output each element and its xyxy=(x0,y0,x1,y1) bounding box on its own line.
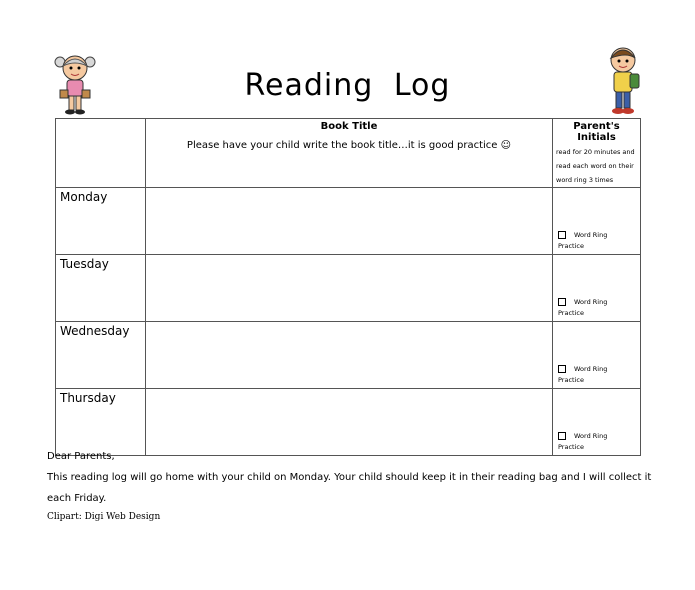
word-ring-checkbox[interactable] xyxy=(558,365,566,373)
letter-line: This reading log will go home with your child on Monday. Your child should keep it in their reading bag and I will collect it xyxy=(47,472,652,483)
book-title-instruction: Please have your child write the book title…it is good practice ☺ xyxy=(186,140,512,151)
reading-log-table xyxy=(55,118,641,456)
day-cell xyxy=(56,322,146,389)
day-cell xyxy=(56,188,146,255)
header-blank-cell xyxy=(56,119,146,188)
book-title-header xyxy=(146,119,553,188)
parent-initials-field[interactable]: Word Ring Practice xyxy=(553,322,641,389)
word-ring-checkbox[interactable] xyxy=(558,231,566,239)
day-label: Thursday xyxy=(60,391,116,405)
parent-instruction-line: word ring 3 times xyxy=(556,176,614,184)
table-row xyxy=(56,322,641,389)
parent-initials-field[interactable]: Word Ring Practice xyxy=(553,389,641,456)
parent-initials-label: Parent's Initials xyxy=(573,121,620,143)
parent-letter xyxy=(47,446,651,509)
parent-initials-field[interactable]: Word Ring Practice xyxy=(553,188,641,255)
book-title-field[interactable] xyxy=(146,322,553,389)
word-ring-checkbox[interactable] xyxy=(558,298,566,306)
parent-instruction-line: read for 20 minutes and xyxy=(556,148,635,156)
book-title-label: Book Title xyxy=(320,121,378,132)
day-label: Monday xyxy=(60,190,108,204)
word-ring-checkbox[interactable] xyxy=(558,432,566,440)
parent-initials-field[interactable]: Word Ring Practice xyxy=(553,255,641,322)
parent-initials-header xyxy=(553,119,641,188)
day-label: Tuesday xyxy=(60,257,109,271)
letter-line: each Friday. xyxy=(47,493,107,504)
day-cell xyxy=(56,255,146,322)
book-title-field[interactable] xyxy=(146,188,553,255)
day-label: Wednesday xyxy=(60,324,130,338)
table-header-row xyxy=(56,119,641,188)
parent-instruction-line: read each word on their xyxy=(556,162,634,170)
page-title: Reading Log xyxy=(244,68,451,103)
clipart-credit: Clipart: Digi Web Design xyxy=(47,512,161,522)
letter-salutation: Dear Parents, xyxy=(47,451,115,462)
table-row xyxy=(56,188,641,255)
book-title-field[interactable] xyxy=(146,255,553,322)
table-row xyxy=(56,255,641,322)
